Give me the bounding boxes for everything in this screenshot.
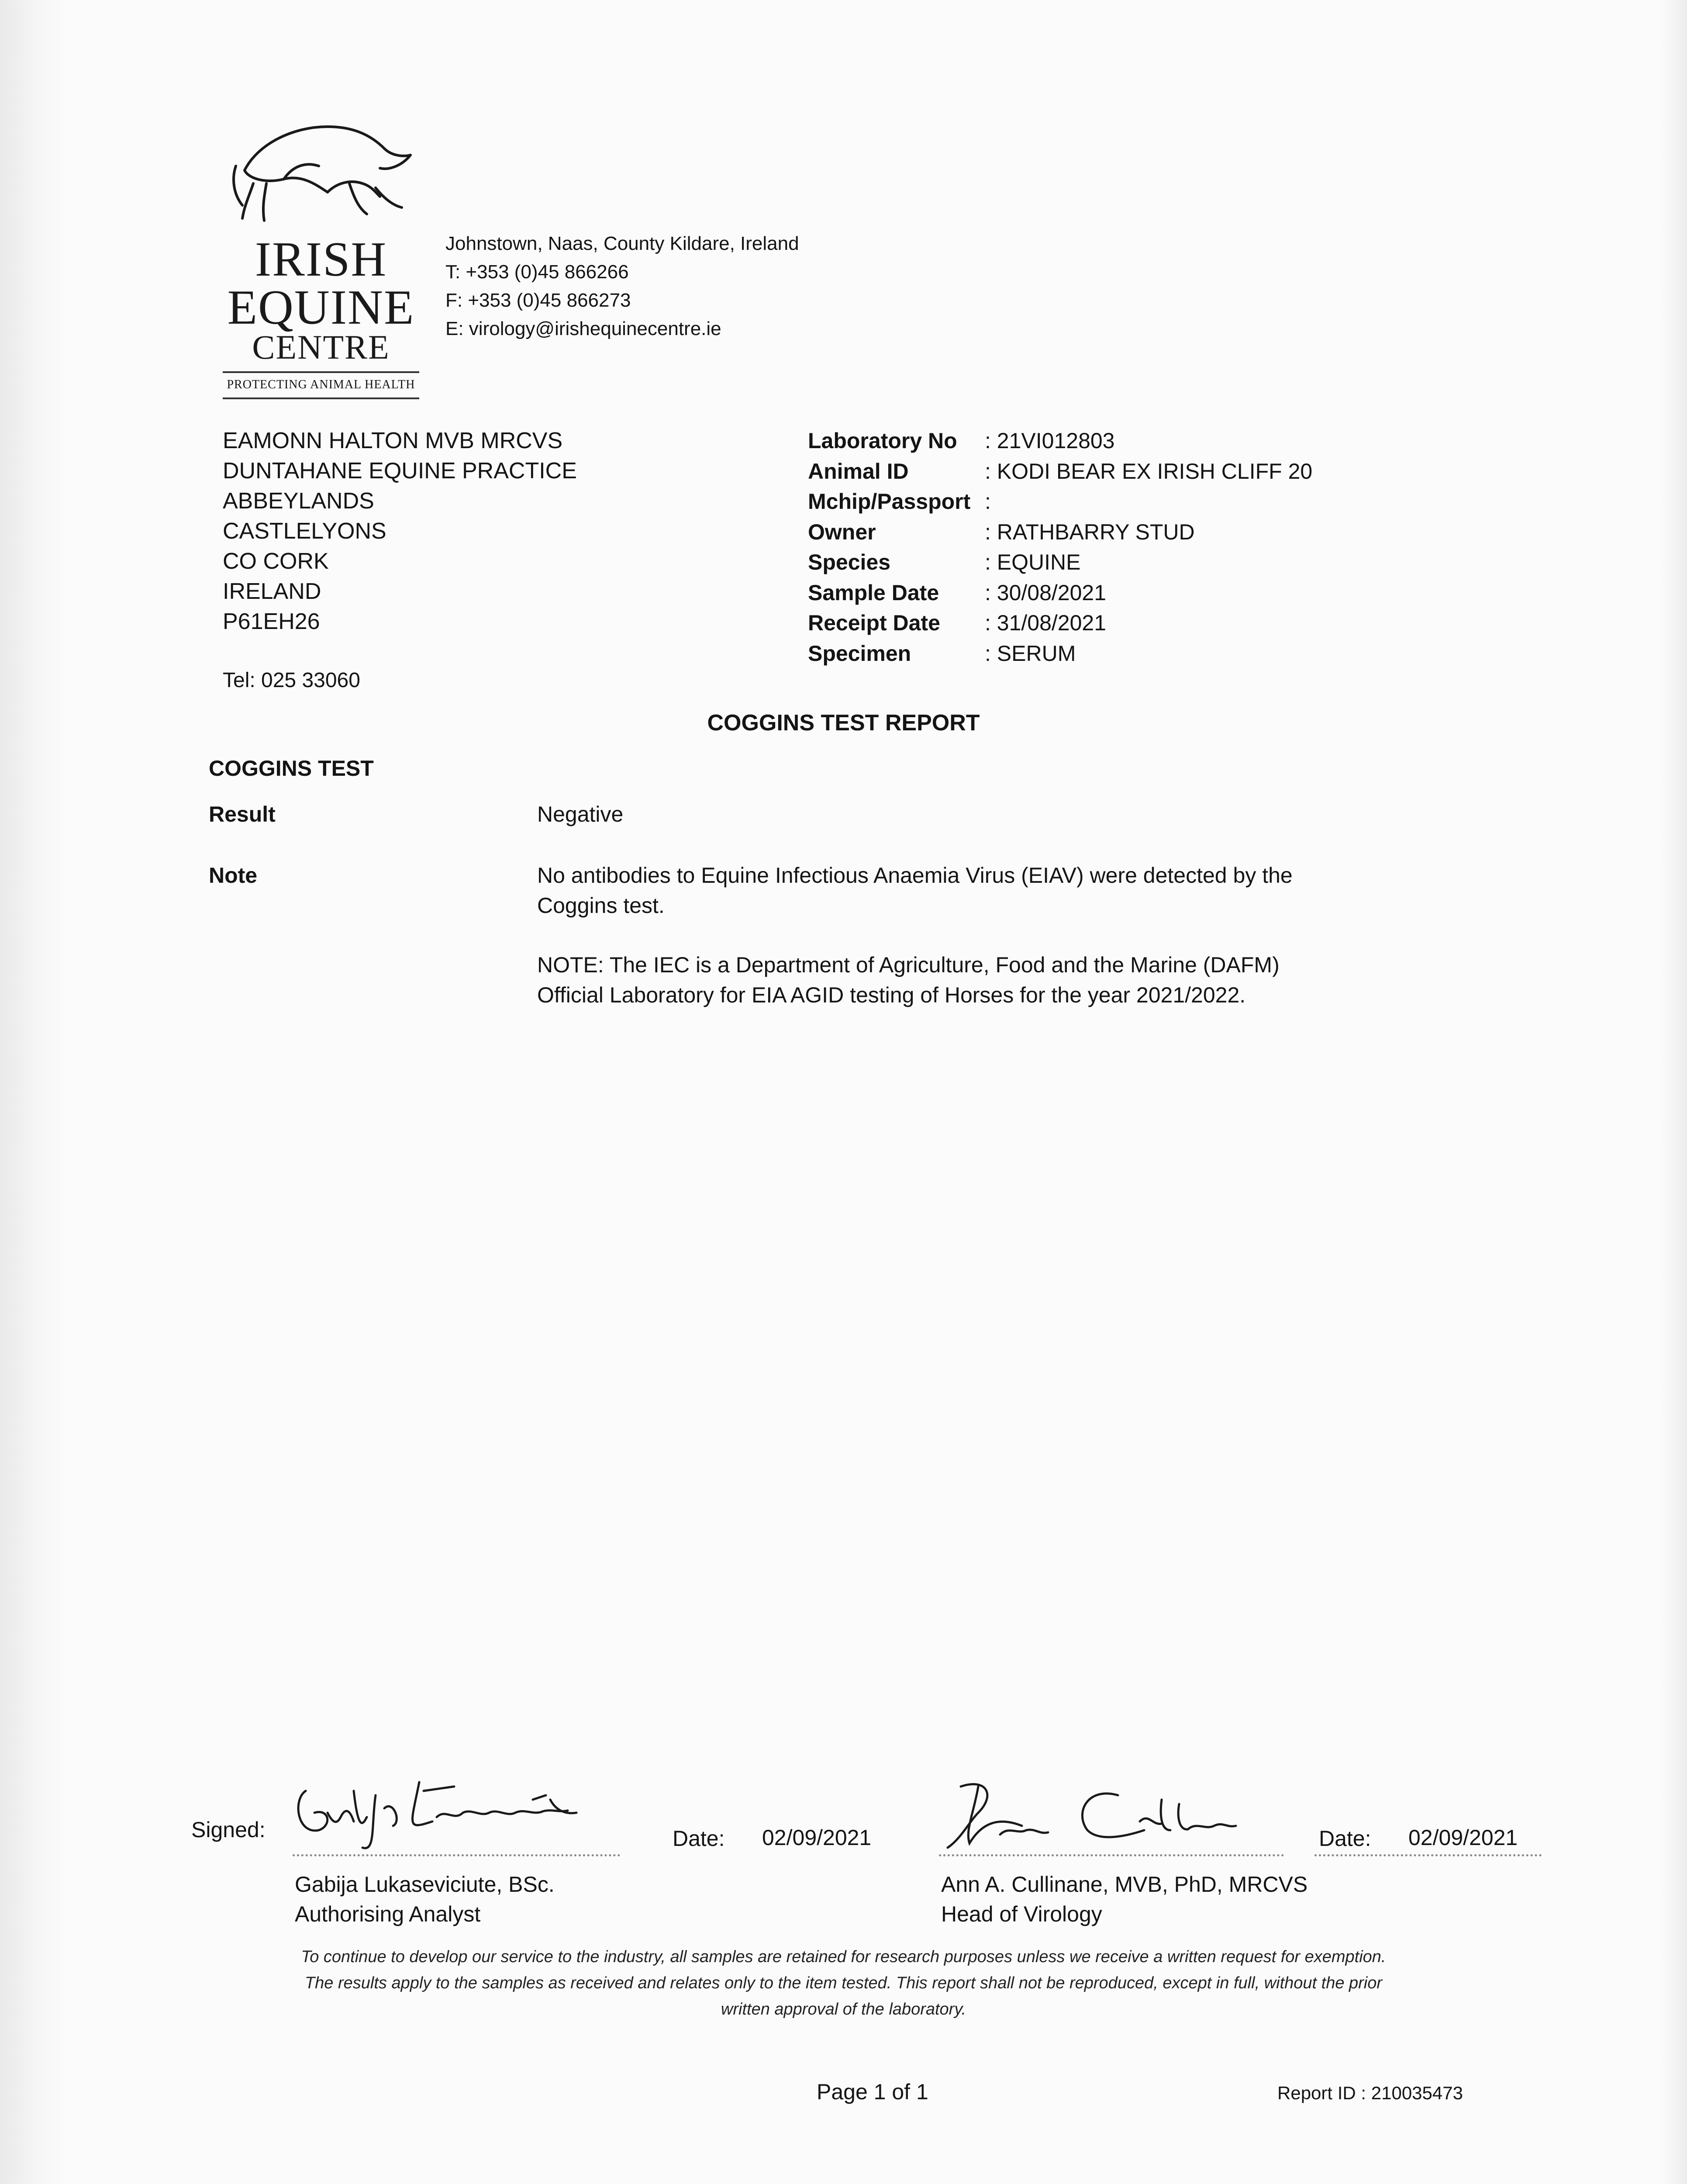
report-id: Report ID : 210035473 (1277, 2083, 1463, 2103)
lab-contact-block (445, 229, 799, 343)
detail-label: Mchip/Passport (808, 489, 971, 514)
detail-value: : EQUINE (985, 550, 1081, 574)
date-value-right: 02/09/2021 (1408, 1825, 1518, 1850)
logo-word-irish: IRISH (255, 232, 387, 287)
signatory-left-name: Gabija Lukaseviciute, BSc. (295, 1872, 555, 1897)
detail-label: Owner (808, 519, 876, 544)
recipient-line: CASTLELYONS (223, 518, 386, 544)
scan-edge-shadow (0, 0, 66, 2184)
recipient-address (223, 426, 577, 637)
page-number: Page 1 of 1 (817, 2080, 928, 2104)
lab-fax: F: +353 (0)45 866273 (445, 290, 631, 311)
lab-address: Johnstown, Naas, County Kildare, Ireland (445, 233, 799, 254)
logo-rule (223, 371, 419, 373)
detail-value: : 31/08/2021 (985, 611, 1107, 635)
footer-line: To continue to develop our service to the industry, all samples are retained for research purposes unless we receive a written request for exemption. (301, 1948, 1386, 1966)
recipient-line: IRELAND (223, 579, 321, 604)
detail-row (808, 578, 1312, 608)
signed-label: Signed: (191, 1818, 266, 1842)
logo-rule (223, 397, 419, 399)
irish-equine-centre-logo (218, 118, 424, 402)
detail-value: : (985, 489, 991, 514)
signatory-right (941, 1870, 1308, 1929)
detail-value: : KODI BEAR EX IRISH CLIFF 20 (985, 459, 1313, 484)
lab-phone: T: +353 (0)45 866266 (445, 261, 629, 283)
footer-line: written approval of the laboratory. (721, 2000, 966, 2018)
detail-label: Laboratory No (808, 429, 957, 453)
detail-label: Sample Date (808, 580, 939, 605)
horse-logo-icon (218, 118, 424, 232)
recipient-line: CO CORK (223, 549, 329, 574)
note-text: No antibodies to Equine Infectious Anaemia Virus (EIAV) were detected by the Coggins test. (537, 863, 1293, 918)
report-title: COGGINS TEST REPORT (707, 710, 980, 736)
signature-line-left (293, 1854, 620, 1856)
signatory-left (295, 1870, 555, 1929)
recipient-tel: Tel: 025 33060 (223, 669, 360, 692)
detail-label: Receipt Date (808, 611, 940, 635)
result-value: Negative (537, 802, 624, 826)
date-label-right: Date: (1319, 1826, 1371, 1851)
logo-word-centre: CENTRE (252, 328, 390, 366)
signatory-right-role: Head of Virology (941, 1902, 1102, 1926)
signature-left (288, 1765, 594, 1852)
signatory-left-role: Authorising Analyst (295, 1902, 481, 1926)
test-section-heading: COGGINS TEST (209, 756, 374, 781)
scan-edge-shadow-right (1661, 0, 1687, 2184)
date-line-right (1314, 1854, 1542, 1856)
recipient-line: P61EH26 (223, 609, 320, 634)
lab-email: E: virology@irishequinecentre.ie (445, 318, 721, 339)
detail-value: : RATHBARRY STUD (985, 519, 1195, 544)
logo-tagline: PROTECTING ANIMAL HEALTH (227, 378, 415, 391)
signature-right (935, 1769, 1240, 1856)
footer-line: The results apply to the samples as received and relates only to the item tested. This report shall not be reproduced, except in full, without the prior (304, 1974, 1383, 1992)
recipient-line: ABBEYLANDS (223, 488, 374, 514)
detail-label: Animal ID (808, 459, 909, 484)
sample-details (808, 426, 1312, 669)
detail-label: Species (808, 550, 891, 574)
detail-row (808, 547, 1312, 578)
recipient-line: DUNTAHANE EQUINE PRACTICE (223, 458, 577, 484)
recipient-line: EAMONN HALTON MVB MRCVS (223, 428, 563, 453)
detail-row (808, 517, 1312, 548)
signatory-right-name: Ann A. Cullinane, MVB, PhD, MRCVS (941, 1872, 1308, 1897)
signature-line-right (939, 1854, 1284, 1856)
detail-row (808, 426, 1312, 456)
detail-row (808, 456, 1312, 487)
date-value-left: 02/09/2021 (762, 1825, 872, 1850)
detail-row (808, 487, 1312, 517)
detail-value: : 30/08/2021 (985, 580, 1107, 605)
detail-value: : 21VI012803 (985, 429, 1115, 453)
dafm-note: NOTE: The IEC is a Department of Agriculture, Food and the Marine (DAFM) Official Laboratory for EIA AGID testing of Horses for the year 2021/2022. (537, 953, 1280, 1007)
detail-row (808, 639, 1312, 669)
detail-label: Specimen (808, 641, 911, 666)
footer-disclaimer (0, 1944, 1687, 2022)
detail-row (808, 608, 1312, 639)
detail-value: : SERUM (985, 641, 1076, 666)
logo-word-equine: EQUINE (227, 280, 415, 335)
date-label-left: Date: (673, 1826, 725, 1851)
note-label: Note (209, 863, 258, 888)
result-label: Result (209, 802, 276, 826)
